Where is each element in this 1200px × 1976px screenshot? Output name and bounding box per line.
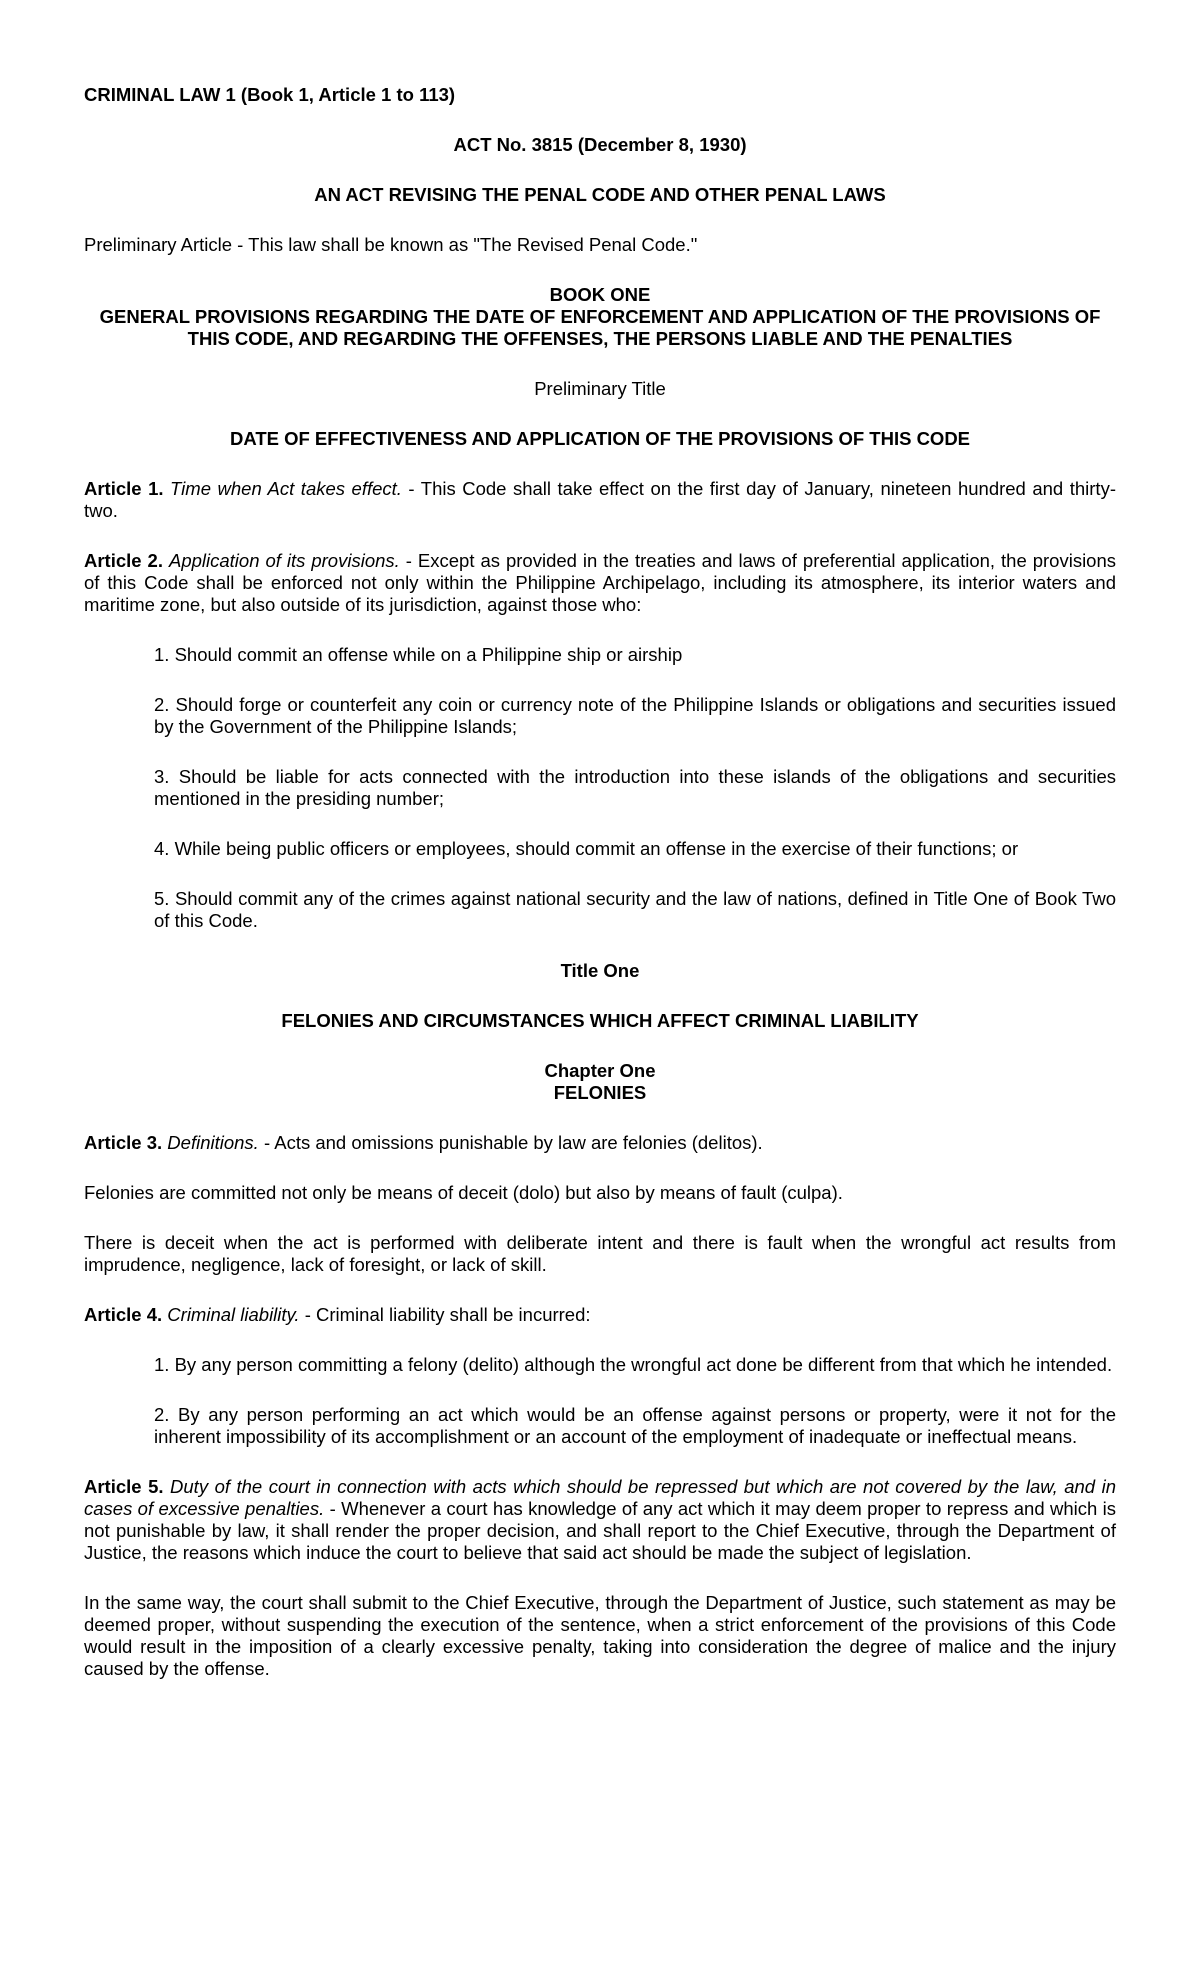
- article-5-text: - Whenever a court has knowledge of any act which it may deem proper to repress and which is not punishable by law, it shall render the proper decision, and shall report to the Chief Executive, through the Department of Justice, the reasons which induce the court to believe that said act should be made the subject of legislation.: [84, 1498, 1116, 1563]
- article-3: [84, 1132, 1116, 1154]
- article-4-item-2: 2. By any person performing an act which would be an offense against persons or property, were it not for the inherent impossibility of its accomplishment or an account of the employment of inadequate or ineffectual means.: [154, 1404, 1116, 1447]
- article-5-caption: Duty of the court in connection with acts which should be repressed but which are not covered by the law, and in cases of excessive penalties.: [84, 1476, 1116, 1519]
- article-2: [84, 550, 1116, 616]
- article-2-item-3: 3. Should be liable for acts connected with the introduction into these islands of the obligations and securities mentioned in the presiding number;: [154, 766, 1116, 809]
- article-4-item-1: 1. By any person committing a felony (delito) although the wrongful act done be different from that which he intended.: [154, 1354, 1113, 1375]
- title-one-heading: FELONIES AND CIRCUMSTANCES WHICH AFFECT CRIMINAL LIABILITY: [281, 1010, 919, 1031]
- article-3-text: - Acts and omissions punishable by law are felonies (delitos).: [258, 1132, 763, 1153]
- article-2-item-1: 1. Should commit an offense while on a Philippine ship or airship: [154, 644, 683, 665]
- article-4-label: Article 4.: [84, 1304, 163, 1325]
- article-3-paragraph-2: Felonies are committed not only be means of deceit (dolo) but also by means of fault (culpa).: [84, 1182, 843, 1203]
- article-4-caption: Criminal liability.: [167, 1304, 300, 1325]
- article-5-paragraph-2: In the same way, the court shall submit to the Chief Executive, through the Department of Justice, such statement as may be deemed proper, without suspending the execution of the sentence, when a strict enforcement of the provisions of this Code would result in the imposition of a clearly excessive penalty, taking into consideration the degree of malice and the injury caused by the offense.: [84, 1592, 1116, 1679]
- preliminary-title-label: Preliminary Title: [534, 378, 666, 399]
- chapter-one-label: Chapter One: [544, 1060, 656, 1081]
- article-3-caption: Definitions.: [167, 1132, 259, 1153]
- article-5: [84, 1476, 1116, 1564]
- article-1-caption: Time when Act takes effect.: [170, 478, 402, 499]
- article-1-label: Article 1.: [84, 478, 164, 499]
- book-one-title: GENERAL PROVISIONS REGARDING THE DATE OF ENFORCEMENT AND APPLICATION OF THE PROVISIONS OF THIS CODE, AND REGARDING THE OFFENSES, THE PERSONS LIABLE AND THE PENALTIES: [99, 306, 1101, 349]
- title-one-label: Title One: [560, 960, 640, 981]
- article-4: [84, 1304, 1116, 1326]
- article-5-label: Article 5.: [84, 1476, 164, 1497]
- article-3-paragraph-3: There is deceit when the act is performed with deliberate intent and there is fault when the wrongful act results from imprudence, negligence, lack of foresight, or lack of skill.: [84, 1232, 1116, 1275]
- act-title: AN ACT REVISING THE PENAL CODE AND OTHER PENAL LAWS: [314, 184, 886, 205]
- book-one-heading: [84, 284, 1116, 350]
- article-2-item-2: 2. Should forge or counterfeit any coin or currency note of the Philippine Islands or obligations and securities issued by the Government of the Philippine Islands;: [154, 694, 1116, 737]
- article-2-item-4: 4. While being public officers or employees, should commit an offense in the exercise of their functions; or: [154, 838, 1019, 859]
- chapter-one-title: FELONIES: [553, 1082, 647, 1103]
- article-2-label: Article 2.: [84, 550, 163, 571]
- article-1: [84, 478, 1116, 522]
- book-one-label: BOOK ONE: [549, 284, 651, 305]
- article-2-item-5: 5. Should commit any of the crimes against national security and the law of nations, defined in Title One of Book Two of this Code.: [154, 888, 1116, 931]
- article-2-caption: Application of its provisions.: [168, 550, 400, 571]
- article-4-text: - Criminal liability shall be incurred:: [299, 1304, 591, 1325]
- chapter-one-heading: [84, 1060, 1116, 1104]
- article-1-text: - This Code shall take effect on the first day of January, nineteen hundred and thirty-two.: [84, 478, 1116, 521]
- document-header: CRIMINAL LAW 1 (Book 1, Article 1 to 113): [84, 84, 456, 105]
- preliminary-title-heading: DATE OF EFFECTIVENESS AND APPLICATION OF THE PROVISIONS OF THIS CODE: [229, 428, 971, 449]
- act-number: ACT No. 3815 (December 8, 1930): [453, 134, 747, 155]
- preliminary-article: Preliminary Article - This law shall be known as "The Revised Penal Code.": [84, 234, 698, 255]
- article-2-text: - Except as provided in the treaties and laws of preferential application, the provisions of this Code shall be enforced not only within the Philippine Archipelago, including its atmosphere, its interior waters and maritime zone, but also outside of its jurisdiction, against those who:: [84, 550, 1117, 615]
- article-3-label: Article 3.: [84, 1132, 163, 1153]
